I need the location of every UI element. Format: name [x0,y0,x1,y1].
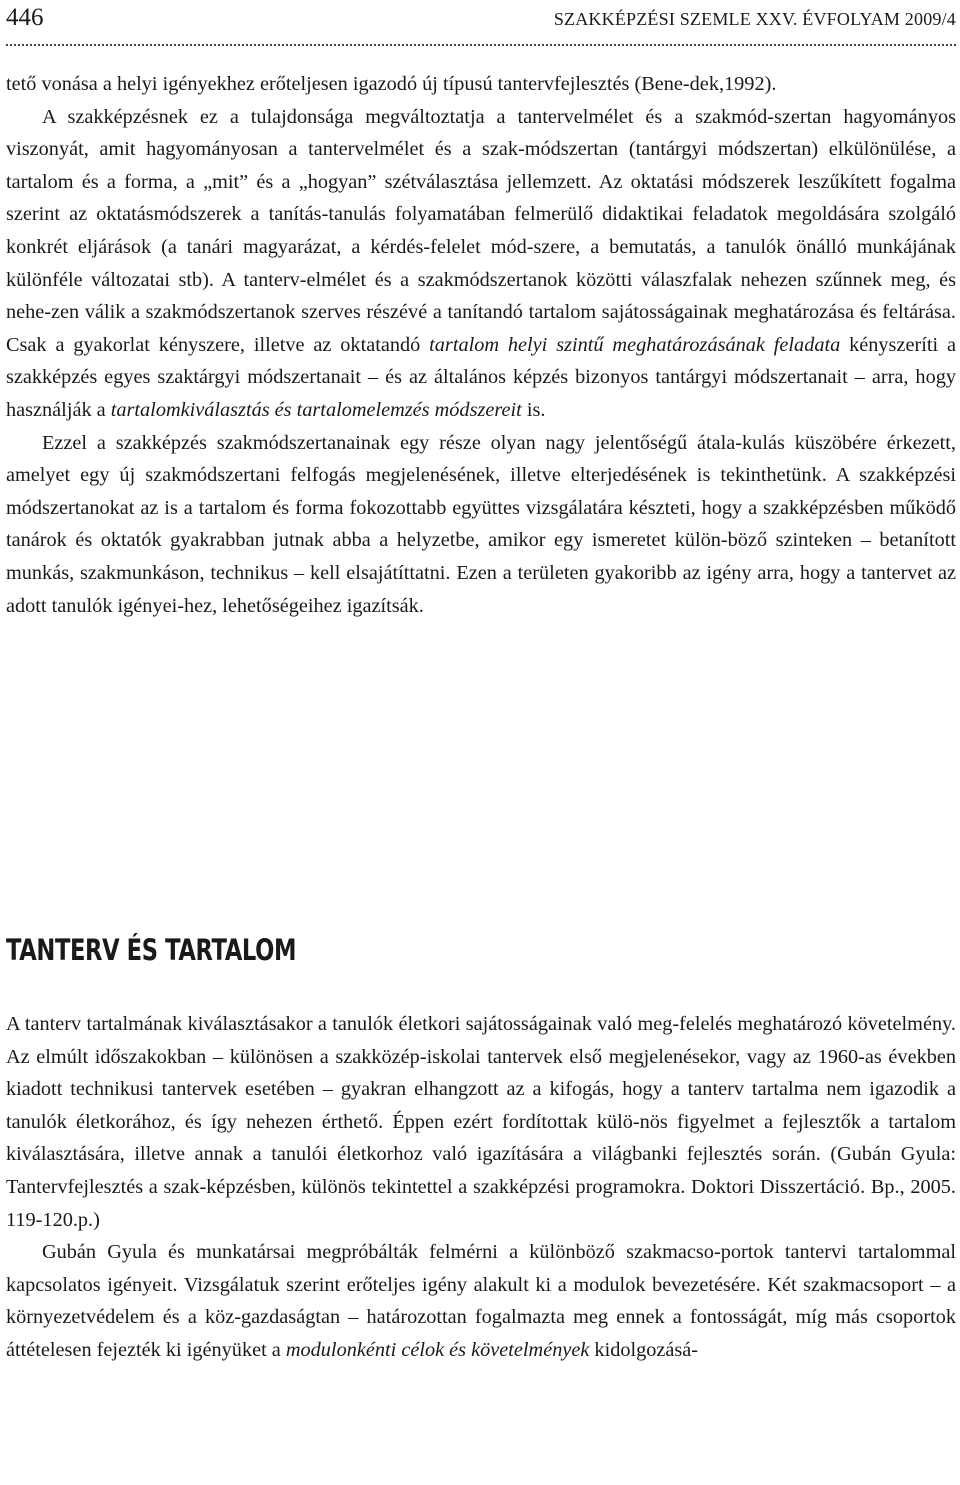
text-run: kényszeríti a szakképzés egyes szaktárgyi módszertanait – és az általános képzés bizonyos tantárgyi módszertanait – arra, hogy használják a [6,333,956,421]
paragraph: A tanterv tartalmának kiválasztásakor a tanulók életkori sajátosságainak való meg-felelés meghatározó követelmény. Az elmúlt időszakokban – különösen a szakközép-iskolai tantervek első megjelenésekor, vagy az 1960-as években kiadott technikusi tantervek esetében – gyakran elhangzott az a kifogás, hogy a tanterv tartalma nem igazodik a tanulók életkorához, és így nehezen érthető. Éppen ezért fordítottak külö-nös figyelmet a fejlesztők a tartalom kiválasztására, illetve annak a tanulói életkorhoz való igazítására a világbanki fejlesztés során. (Gubán Gyula: Tantervfejlesztés a szak-képzésben, különös tekintettel a szakképzési programokra. Doktori Disszertáció. Bp., 2005. 119-120.p.) [6,1013,956,1231]
italic-run: tartalom helyi szintű meghatározásának feladata [429,333,841,356]
text-run: kidolgozásá- [589,1338,699,1361]
page-number: 446 [6,4,44,31]
text-run: Gubán Gyula és munkatársai megpróbálták felmérni a különböző szakmacso-portok tantervi tartalommal kapcsolatos igényeit. Vizsgálatuk szerint erőteljes igény alakult ki a modulok bevezetésére. Két szakmacsoport – a környezetvédelem és a köz-gazdaságtan – határozottan fogalmazta meg ennek a fontosságát, míg más csoportok áttételesen fejezték ki igényüket a [6,1241,956,1361]
section-heading: TANTERV ÉS TARTALOM [6,933,297,967]
paragraph: tető vonása a helyi igényekhez erőteljesen igazodó új típusú tantervfejlesztés (Bene-dek,1992). [6,73,777,95]
text-run: A szakképzésnek ez a tulajdonsága megváltoztatja a tantervelmélet és a szakmód-szertan hagyományos viszonyát, amit hagyományosan a tantervelmélet és a szak-módszertan (tantárgyi módszertan) elkülönülése, a tartalom és a forma, a „mit” és a „hogyan” szétválasztása jellemzett. Az oktatási módszerek leszűkített fogalma szerint az oktatásmódszerek a tanítás-tanulás folyamatában felmerülő didaktikai feladatok megoldására szolgáló konkrét eljárások (a tanári magyarázat, a kérdés-felelet mód-szere, a bemutatás, a tanulók önálló munkájának különféle változatai stb). A tanterv-elmélet és a szakmódszertanok közötti válaszfalak nehezen szűnnek meg, és nehe-zen válik a szakmódszertanok szerves részévé a tanítandó tartalom sajátosságainak meghatározása és feltárása. Csak a gyakorlat kényszere, illetve az oktatandó [6,105,956,356]
paragraph [6,1236,956,1366]
header-dotted-rule [6,44,956,46]
text-run: is. [521,398,546,421]
journal-title: SZAKKÉPZÉSI SZEMLE XXV. ÉVFOLYAM 2009/4 [553,9,956,29]
paragraph [6,101,956,427]
paragraph: Ezzel a szakképzés szakmódszertanainak egy része olyan nagy jelentőségű átala-kulás küszöbére érkezett, amelyet egy új szakmódszertani felfogás megjelenésének, illetve elterjedésének is tekinthetünk. A szakképzési módszertanokat az is a tartalom és forma fokozottabb együttes vizsgálatára készteti, hogy a szakképzésben működő tanárok és oktatók gyakrabban jutnak abba a helyzetbe, amikor egy ismeretet külön-böző szinteken – betanított munkás, szakmunkáson, technikus – kell elsajátíttatni. Ezen a területen gyakoribb az igény arra, hogy a tantervet az adott tanulók igényei-hez, lehetőségeihez igazítsák. [6,431,956,617]
running-header [6,2,956,38]
italic-run: tartalomkiválasztás és tartalomelemzés módszereit [110,398,522,421]
italic-run: modulonkénti célok és követelmények [285,1338,590,1361]
body-text-top [6,68,956,622]
body-text-bottom [6,1008,956,1367]
